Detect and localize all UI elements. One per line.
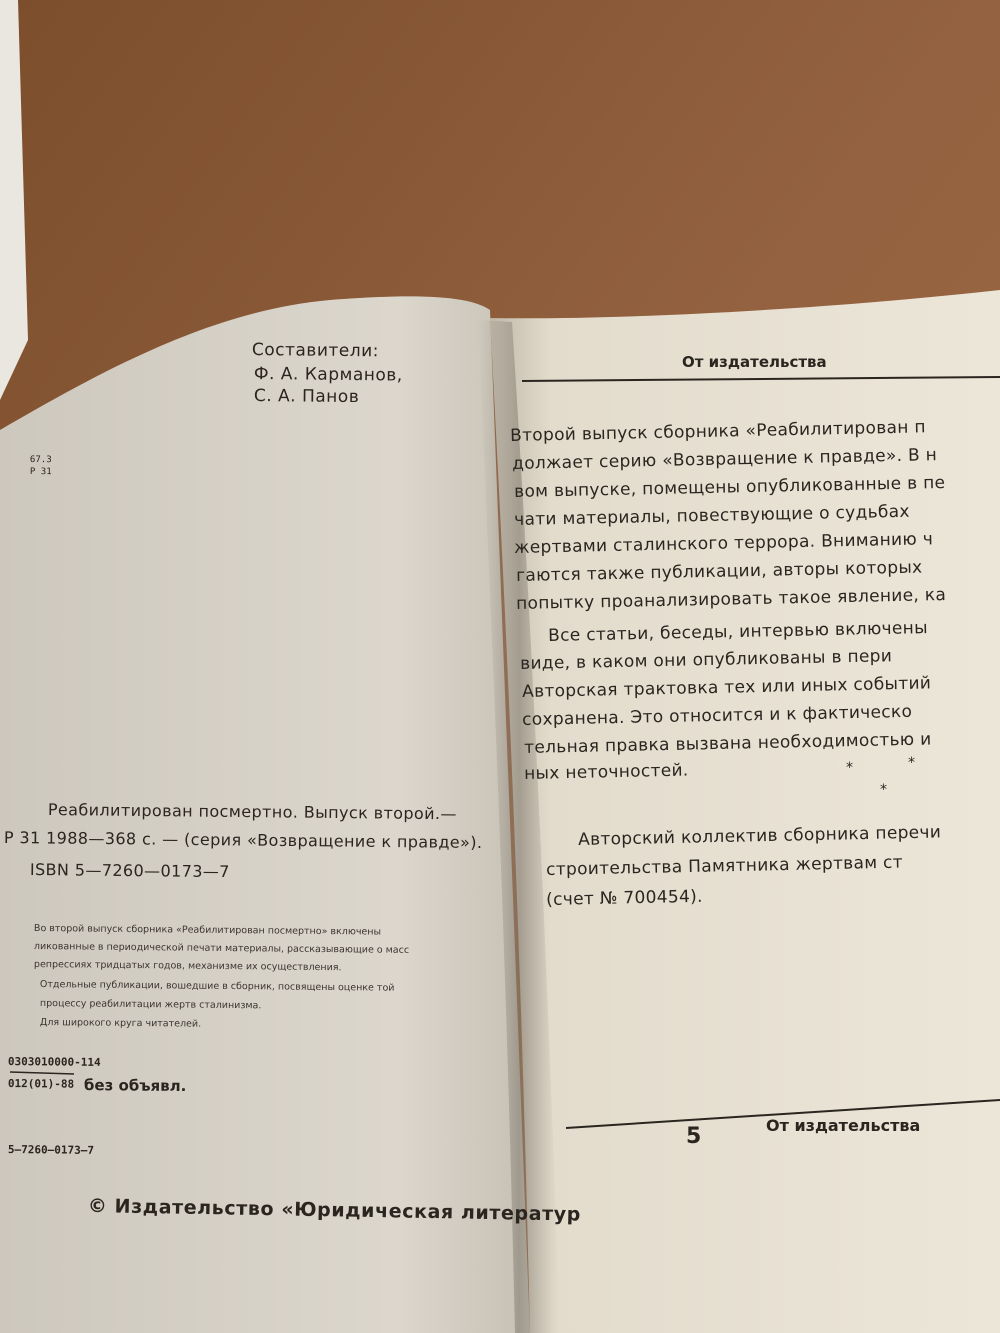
catalog-line-1: Реабилитирован посмертно. Выпуск второй.— [47, 800, 457, 824]
second-paragraph-line-1: Авторский коллектив сборника перечи [577, 822, 942, 850]
paragraph-line-1: Второй выпуск сборника «Реабилитирован п [509, 417, 927, 446]
paragraph-line-10: Авторская трактовка тех или иных событий [521, 673, 932, 702]
paragraph-line-2: должает серию «Возвращение к правде». В н [511, 445, 938, 474]
annotation-line-5: процессу реабилитации жертв сталинизма. [39, 998, 262, 1012]
second-paragraph-line-3: (счет № 700454). [545, 886, 703, 910]
bottom-code-1: 0303010000-114 [7, 1055, 101, 1069]
separator-star-1: * [846, 760, 853, 776]
bottom-code-2: 012(01)-88 [7, 1077, 75, 1091]
no-ad-label: без объявл. [83, 1076, 187, 1096]
bottom-code-3: 5—7260—0173—7 [7, 1143, 95, 1157]
paragraph-line-7: попытку проанализировать такое явление, ка [515, 584, 947, 614]
compiler-name-1: Ф. А. Карманов, [253, 364, 403, 386]
paragraph-line-6: гаются также публикации, авторы которых [515, 557, 923, 586]
class-code-1: 67.3 [29, 455, 52, 466]
footer-page-number: 5 [686, 1124, 702, 1149]
paragraph-line-3: вом выпуске, помещены опубликованные в пе [513, 472, 946, 502]
class-code-2: Р 31 [29, 467, 52, 478]
catalog-line-2: Р 31 1988—368 с. — (серия «Возвращение к правде»). [3, 828, 483, 853]
paragraph-line-13: ных неточностей. [523, 760, 689, 784]
paragraph-line-8: Все статьи, беседы, интервью включены [547, 618, 929, 646]
paragraph-line-12: тельная правка вызвана необходимостью и [523, 729, 932, 758]
second-paragraph-line-2: строительства Памятника жертвам ст [545, 852, 904, 880]
annotation-line-4: Отдельные публикации, вошедшие в сборник, посвящены оценке той [39, 979, 395, 994]
annotation-line-6: Для широкого круга читателей. [39, 1017, 202, 1030]
separator-star-2: * [908, 755, 915, 771]
catalog-line-3: ISBN 5—7260—0173—7 [29, 860, 230, 882]
annotation-line-2: ликованные в периодической печати материалы, рассказывающие о масс [33, 941, 410, 956]
copyright-line: © Издательство «Юридическая литератур [87, 1195, 582, 1226]
paragraph-line-5: жертвами сталинского террора. Вниманию ч [513, 529, 934, 558]
footer-label: От издательства [766, 1116, 921, 1135]
paragraph-line-9: виде, в каком они опубликованы в пери [519, 646, 893, 674]
compilers-heading: Составители: [251, 340, 380, 362]
annotation-line-3: репрессиях тридцатых годов, механизме их осуществления. [33, 959, 342, 974]
page-header: От издательства [682, 353, 827, 371]
compiler-name-2: С. А. Панов [253, 386, 360, 408]
annotation-line-1: Во второй выпуск сборника «Реабилитирован посмертно» включены [33, 923, 382, 938]
separator-star-3: * [880, 782, 887, 798]
paragraph-line-4: чати материалы, повествующие о судьбах [513, 501, 910, 530]
paragraph-line-11: сохранена. Это относится и к фактическо [521, 701, 913, 730]
